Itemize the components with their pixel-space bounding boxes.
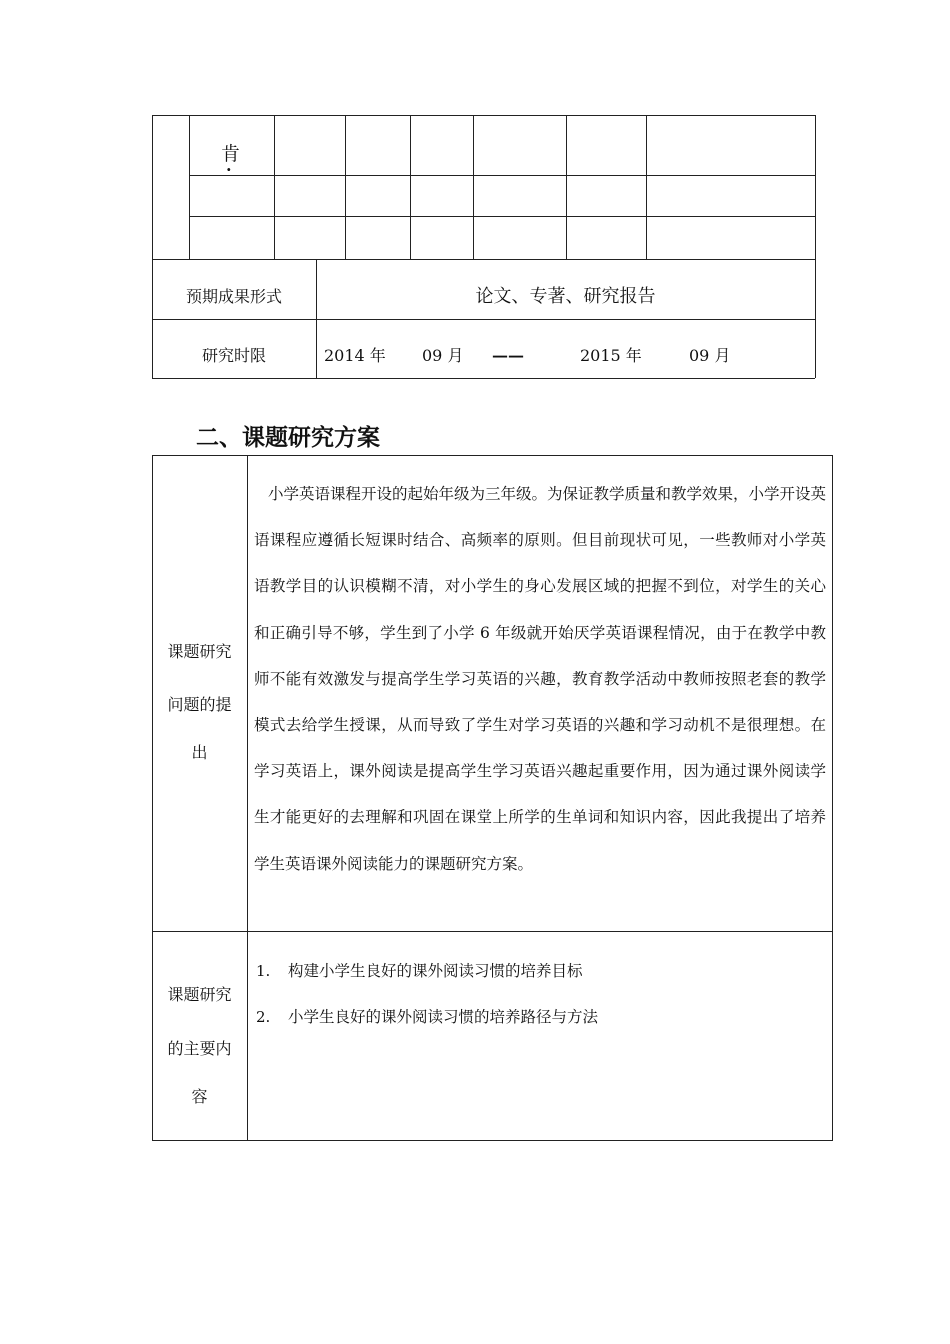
period-end-month: 09 月	[689, 346, 731, 365]
period-label: 研究时限	[201, 346, 266, 365]
list-item-text: 构建小学生良好的课外阅读习惯的培养目标	[288, 962, 583, 980]
problem-label-line: 问题的提	[167, 695, 232, 714]
period-dash: ——	[492, 346, 524, 365]
problem-label-line: 课题研究	[167, 642, 232, 661]
partial-row-cell-text: 肯	[221, 143, 241, 165]
expected-result-value: 论文、专著、研究报告	[475, 286, 656, 307]
expected-result-label: 预期成果形式	[185, 287, 282, 306]
list-item-number: 2.	[256, 1008, 271, 1026]
list-item-number: 1.	[256, 962, 271, 980]
main-content-label-line: 课题研究	[167, 985, 232, 1004]
section-heading: 二、课题研究方案	[196, 425, 380, 451]
dot-mark: ·	[226, 160, 232, 179]
period-start-year: 2014 年	[324, 346, 386, 365]
problem-statement-paragraph: 小学英语课程开设的起始年级为三年级。为保证教学质量和教学效果，小学开设英语课程应遵循长短课时结合、高频率的原则。但目前现状可见，一些教师对小学英语教学目的认识模糊不清，对小学生的身心发展区域的把握不到位，对学生的关心和正确引导不够，学生到了小学 6 年级就开始厌学英语课程情况，由于在教学中教师不能有效激发与提高学生学习英语的兴趣，教育教学活动中教师按照老套的教学模式去给学生授课，从而导致了学生对学习英语的兴趣和学习动机不是很理想。在学习英语上，课外阅读是提高学生学习英语兴趣起重要作用，因为通过课外阅读学生才能更好的去理解和巩固在课堂上所学的生单词和知识内容，因此我提出了培养学生英语课外阅读能力的课题研究方案。	[254, 485, 827, 873]
list-item-text: 小学生良好的课外阅读习惯的培养路径与方法	[288, 1008, 599, 1026]
main-content-label-line: 容	[191, 1087, 208, 1106]
main-content-label-line: 的主要内	[167, 1039, 232, 1058]
problem-label-line: 出	[191, 743, 208, 762]
period-end-year: 2015 年	[580, 346, 642, 365]
period-start-month: 09 月	[422, 346, 464, 365]
